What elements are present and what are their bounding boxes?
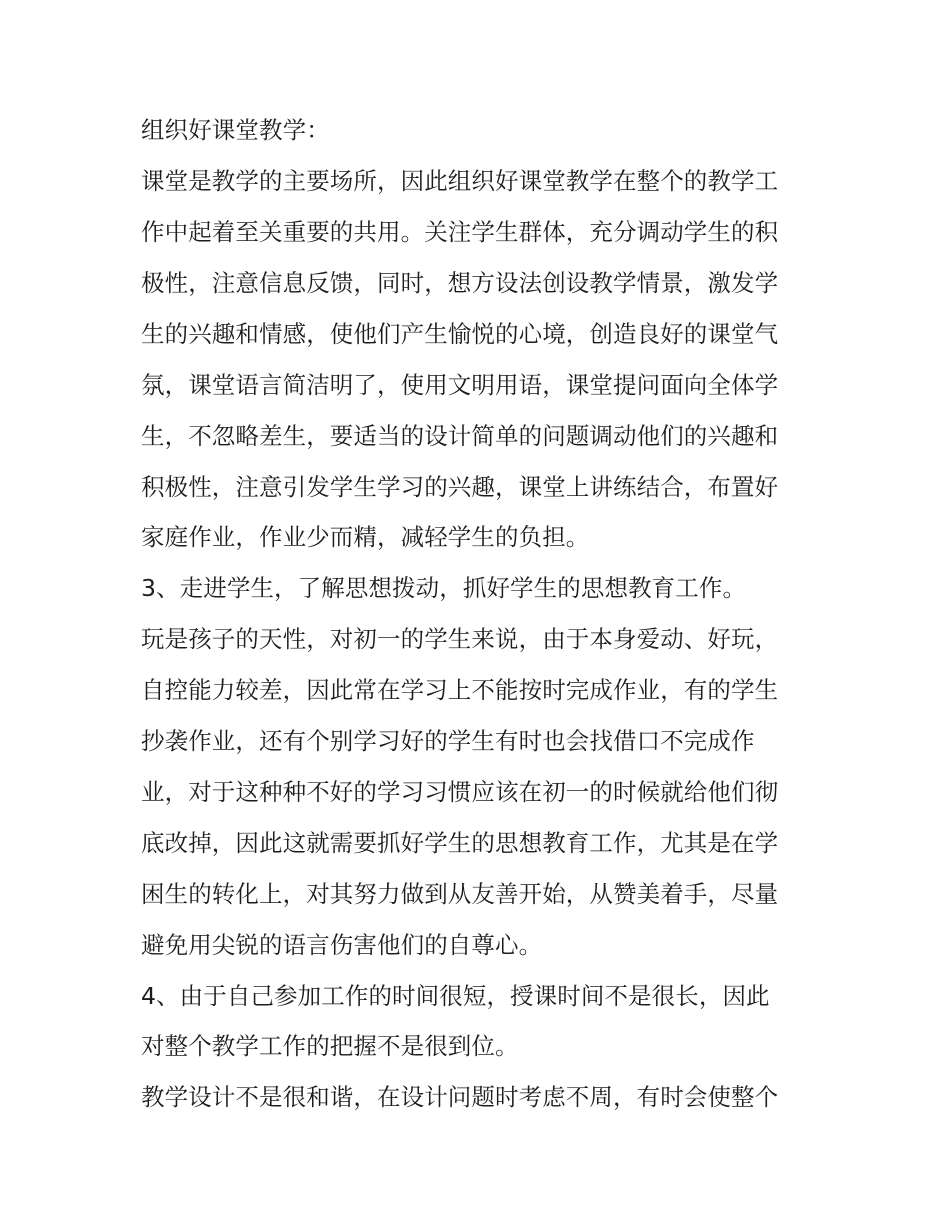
section-heading: 组织好课堂教学： xyxy=(141,116,330,144)
text-line: 家庭作业，作业少而精，减轻学生的负担。 xyxy=(141,523,590,551)
text-line: 积极性，注意引发学生学习的兴趣，课堂上讲练结合，布置好 xyxy=(141,473,779,501)
section-heading: 4、由于自己参加工作的时间很短，授课时间不是很长，因此 xyxy=(141,982,770,1010)
text-line: 教学设计不是很和谐，在设计问题时考虑不周，有时会使整个 xyxy=(141,1083,779,1111)
section-heading: 3、走进学生，了解思想拨动，抓好学生的思想教育工作。 xyxy=(141,574,747,602)
text-line: 困生的转化上，对其努力做到从友善开始，从赞美着手，尽量 xyxy=(141,880,779,908)
text-line: 课堂是教学的主要场所，因此组织好课堂教学在整个的教学工 xyxy=(141,167,779,195)
text-line: 避免用尖锐的语言伤害他们的自尊心。 xyxy=(141,931,543,959)
text-line: 底改掉，因此这就需要抓好学生的思想教育工作，尤其是在学 xyxy=(141,829,779,857)
text-line: 氛，课堂语言简洁明了，使用文明用语，课堂提问面向全体学 xyxy=(141,371,779,399)
text-line: 生，不忽略差生，要适当的设计简单的问题调动他们的兴趣和 xyxy=(141,422,779,450)
text-line: 作中起着至关重要的共用。关注学生群体，充分调动学生的积 xyxy=(141,218,779,246)
text-line: 自控能力较差，因此常在学习上不能按时完成作业，有的学生 xyxy=(141,676,779,704)
text-line: 抄袭作业，还有个别学习好的学生有时也会找借口不完成作 xyxy=(141,727,755,755)
text-line: 对整个教学工作的把握不是很到位。 xyxy=(141,1032,519,1060)
text-line: 极性，注意信息反馈，同时，想方设法创设教学情景，激发学 xyxy=(141,269,779,297)
text-line: 玩是孩子的天性，对初一的学生来说，由于本身爱动、好玩， xyxy=(141,625,779,653)
text-line: 业，对于这种种不好的学习习惯应该在初一的时候就给他们彻 xyxy=(141,778,779,806)
text-line: 生的兴趣和情感，使他们产生愉悦的心境，创造良好的课堂气 xyxy=(141,320,779,348)
